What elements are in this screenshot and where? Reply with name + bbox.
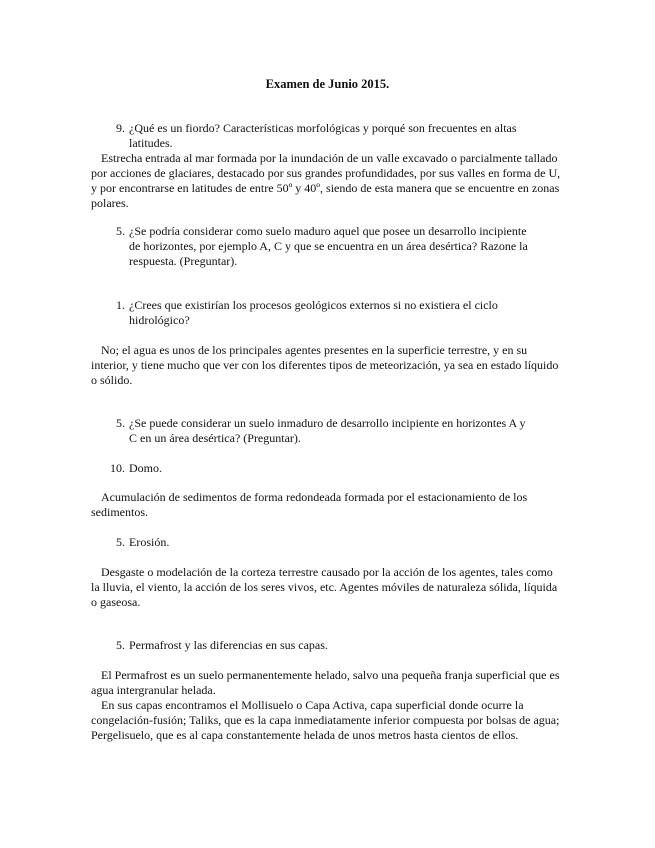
answer-block [91, 343, 561, 388]
answer-paragraph: No; el agua es unos de los principales agentes presentes en la superficie terrestre, y en su interior, y tiene mucho que ver con los diferentes tipos de meteorización, ya sea en estado líquido o sólido. [91, 343, 559, 387]
question-item [105, 121, 535, 151]
answer-paragraph: Acumulación de sedimentos de forma redondeada formada por el estacionamiento de los sedimentos. [91, 490, 528, 519]
question-item [105, 298, 535, 328]
answer-paragraph: Desgaste o modelación de la corteza terrestre causado por la acción de los agentes, tales como la lluvia, el viento, la acción de los seres vivos, etc. Agentes móviles de naturaleza sólida, líquida o gaseosa. [91, 565, 558, 609]
answer-block [91, 490, 561, 520]
answer-block [91, 151, 561, 211]
question-item [105, 638, 535, 653]
question-number: 9. [116, 121, 125, 135]
answer-paragraph: El Permafrost es un suelo permanentemente helado, salvo una pequeña franja superficial que es agua intergranular helada. [91, 668, 560, 697]
document-title: Examen de Junio 2015. [265, 77, 390, 91]
question-item [105, 535, 535, 550]
question-item [105, 224, 535, 269]
question-item [105, 461, 535, 476]
question-number: 5. [116, 416, 125, 430]
question-text: Erosión. [129, 535, 170, 549]
question-text: ¿Se puede considerar un suelo inmaduro de desarrollo incipiente en horizontes A y C en un área desértica? (Preguntar). [129, 416, 526, 445]
question-text: ¿Qué es un fiordo? Características morfológicas y porqué son frecuentes en altas latitudes. [129, 121, 517, 150]
question-number: 5. [116, 224, 125, 238]
question-text: ¿Se podría considerar como suelo maduro aquel que posee un desarrollo incipiente de horizontes, por ejemplo A, C y que se encuentra en un área desértica? Razone la respuesta. (Preguntar). [129, 224, 528, 268]
answer-paragraph: Estrecha entrada al mar formada por la inundación de un valle excavado o parcialmente tallado por acciones de glaciares, destacado por sus grandes profundidades, por sus valles en forma de U, y por encontrarse en latitudes de entre 50º y 40º, siendo de esta manera que se encuentre en zonas polares. [91, 151, 561, 210]
question-number: 5. [116, 638, 125, 652]
question-item [105, 416, 535, 446]
answer-block [91, 565, 561, 610]
answer-block [91, 668, 561, 743]
question-number: 1. [116, 298, 125, 312]
answer-paragraph: En sus capas encontramos el Mollisuelo o Capa Activa, capa superficial donde ocurre la congelación-fusión; Taliks, que es la capa inmediatamente inferior compuesta por bolsas de agua; Pergelisuelo, que es al capa constantemente helada de unos metros hasta cientos de ellos. [91, 698, 560, 742]
question-text: ¿Crees que existirían los procesos geológicos externos si no existiera el ciclo hidrológico? [129, 298, 498, 327]
question-number: 5. [116, 535, 125, 549]
question-text: Permafrost y las diferencias en sus capas. [129, 638, 328, 652]
question-number: 10. [110, 461, 125, 475]
question-text: Domo. [129, 461, 162, 475]
